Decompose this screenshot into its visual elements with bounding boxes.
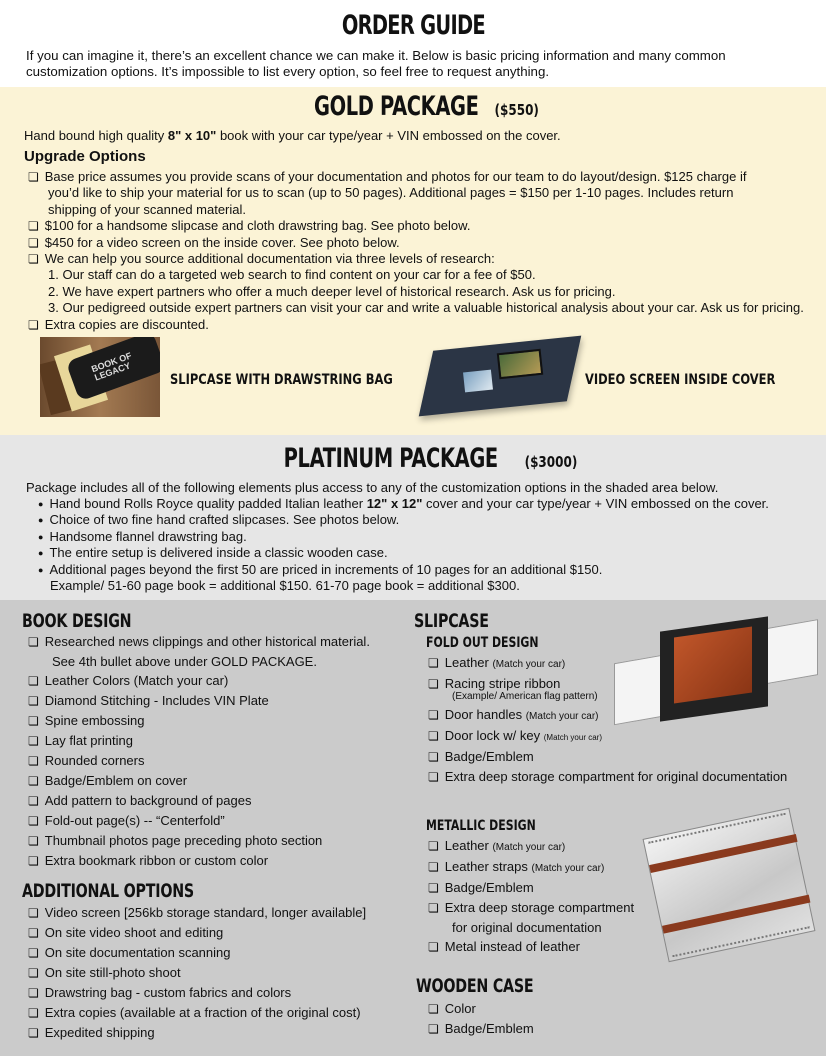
list-item: for original documentation <box>452 920 602 935</box>
platinum-package-section <box>0 435 826 600</box>
list-item: See 4th bullet above under GOLD PACKAGE. <box>52 654 317 669</box>
screen-inset <box>463 370 493 393</box>
list-item: shipping of your scanned material. <box>48 201 247 217</box>
list-item: ❏ $100 for a handsome slipcase and cloth drawstring bag. See photo below. <box>28 218 808 234</box>
book-design-list <box>28 632 370 871</box>
list-item: ❏ Badge/Emblem <box>428 747 787 767</box>
bag-logo: BOOK OF LEGACY <box>90 350 133 383</box>
page-title: ORDER GUIDE <box>341 10 485 41</box>
metallic-heading: METALLIC DESIGN <box>426 818 536 834</box>
list-item: ● Choice of two fine hand crafted slipcases. See photos below. <box>38 512 818 528</box>
platinum-example: Example/ 51-60 page book = additional $150. 61-70 page book = additional $300. <box>50 578 520 593</box>
metallic-list <box>428 836 634 957</box>
customization-options-section <box>0 600 826 1056</box>
list-item: ❏ Spine embossing <box>28 711 370 731</box>
video-screen-photo <box>428 337 572 417</box>
slipcase-heading: SLIPCASE <box>414 610 489 632</box>
list-item: ❏ Extra copies (available at a fraction of the original cost) <box>28 1003 366 1023</box>
list-item: ❏ Color <box>428 999 534 1019</box>
list-item: ❏ Rounded corners <box>28 751 370 771</box>
metal-case <box>643 808 816 962</box>
right-flap <box>762 619 818 685</box>
list-item: ❏ We can help you source additional documentation via three levels of research: <box>28 251 808 267</box>
list-item: ❏ Badge/Emblem on cover <box>28 771 370 791</box>
leather-cover <box>674 627 752 704</box>
list-item: ❏ Extra deep storage compartment for original documentation <box>428 767 787 787</box>
list-item: ❏ On site documentation scanning <box>28 943 366 963</box>
foldout-slipcase-photo <box>612 618 822 728</box>
wooden-case-list <box>428 999 534 1039</box>
list-item: ● The entire setup is delivered inside a classic wooden case. <box>38 545 818 561</box>
list-item: ❏ Diamond Stitching - Includes VIN Plate <box>28 691 370 711</box>
list-item: ❏ Fold-out page(s) -- “Centerfold” <box>28 811 370 831</box>
list-item: ❏ Leather straps (Match your car) <box>428 857 634 878</box>
upgrade-options-heading: Upgrade Options <box>24 148 146 165</box>
list-item: ❏ Lay flat printing <box>28 731 370 751</box>
list-note: (Example/ American flag pattern) <box>452 691 598 702</box>
list-item: ❏ Leather (Match your car) <box>428 653 787 674</box>
list-item: ❏ Extra copies are discounted. <box>28 317 808 333</box>
list-item: ❏ Badge/Emblem <box>428 878 634 898</box>
video-photo-caption: VIDEO SCREEN INSIDE COVER <box>585 372 776 388</box>
intro-section <box>0 0 826 87</box>
list-item: you’d like to ship your material for us to scan (up to 50 pages). Additional pages = $150 per 1-10 pages. Includes return <box>48 185 734 201</box>
list-item: ❏ Door lock w/ key (Match your car) <box>428 726 787 747</box>
list-item: ❏ Video screen [256kb storage standard, longer available] <box>28 903 366 923</box>
list-item: ❏ Leather (Match your car) <box>428 836 634 857</box>
list-item: ❏ Door handles (Match your car) <box>428 705 787 726</box>
list-item: ❏ On site still-photo shoot <box>28 963 366 983</box>
list-item: ❏ Base price assumes you provide scans of your documentation and photos for our team to do layout/design. $125 charge if <box>28 169 808 185</box>
list-item: ● Additional pages beyond the first 50 are priced in increments of 10 pages for an additional $150. <box>38 562 818 578</box>
list-item: ❏ $450 for a video screen on the inside cover. See photo below. <box>28 235 808 251</box>
list-item: ● Hand bound Rolls Royce quality padded Italian leather 12" x 12" cover and your car type/year + VIN embossed on the cover. <box>38 496 818 512</box>
metallic-slipcase-photo <box>646 810 818 960</box>
list-item: ❏ Add pattern to background of pages <box>28 791 370 811</box>
list-item: 1. Our staff can do a targeted web search to find content on your car for a fee of $50. <box>48 267 536 283</box>
list-item: ❏ Researched news clippings and other historical material. <box>28 632 370 652</box>
list-item: ❏ Thumbnail photos page preceding photo section <box>28 831 370 851</box>
additional-options-list <box>28 903 366 1043</box>
slipcase-photo-caption: SLIPCASE WITH DRAWSTRING BAG <box>170 372 393 388</box>
gold-package-title: GOLD PACKAGE ($550) <box>313 91 539 122</box>
list-item: ❏ Extra deep storage compartment <box>428 898 634 918</box>
list-item: ● Handsome flannel drawstring bag. <box>38 529 818 545</box>
list-item: ❏ On site video shoot and editing <box>28 923 366 943</box>
list-item: 2. We have expert partners who offer a much deeper level of historical research. Ask us for pricing. <box>48 283 616 299</box>
platinum-features-list <box>38 496 818 578</box>
fold-out-heading: FOLD OUT DESIGN <box>426 635 539 651</box>
list-item: ❏ Extra bookmark ribbon or custom color <box>28 851 370 871</box>
gold-description: Hand bound high quality 8" x 10" book with your car type/year + VIN embossed on the cover. <box>24 128 561 143</box>
video-screen <box>497 349 543 379</box>
list-item: ❏ Leather Colors (Match your car) <box>28 671 370 691</box>
platinum-description: Package includes all of the following elements plus access to any of the customization options in the shaded area below. <box>26 480 719 495</box>
book-design-heading: BOOK DESIGN <box>22 610 132 632</box>
platinum-package-title: PLATINUM PACKAGE ($3000) <box>283 443 578 474</box>
wooden-case-heading: WOODEN CASE <box>416 975 534 997</box>
gold-package-section <box>0 87 826 435</box>
list-item: ❏ Expedited shipping <box>28 1023 366 1043</box>
additional-options-heading: ADDITIONAL OPTIONS <box>22 880 194 902</box>
slipcase-bag-photo <box>40 337 160 417</box>
intro-text: If you can imagine it, there’s an excellent chance we can make it. Below is basic pricing information and many common customization options. It’s impossible to list every option, so feel free to request anything. <box>26 48 726 79</box>
list-item: 3. Our pedigreed outside expert partners can visit your car and write a valuable historical analysis about your car. Ask us for pricing. <box>48 300 804 316</box>
list-item: ❏ Racing stripe ribbon <box>428 674 787 694</box>
upgrade-options-list <box>28 169 808 333</box>
rivet-row <box>672 924 810 957</box>
list-item: ❏ Badge/Emblem <box>428 1019 534 1039</box>
list-item: ❏ Metal instead of leather <box>428 937 634 957</box>
list-item: ❏ Drawstring bag - custom fabrics and colors <box>28 983 366 1003</box>
